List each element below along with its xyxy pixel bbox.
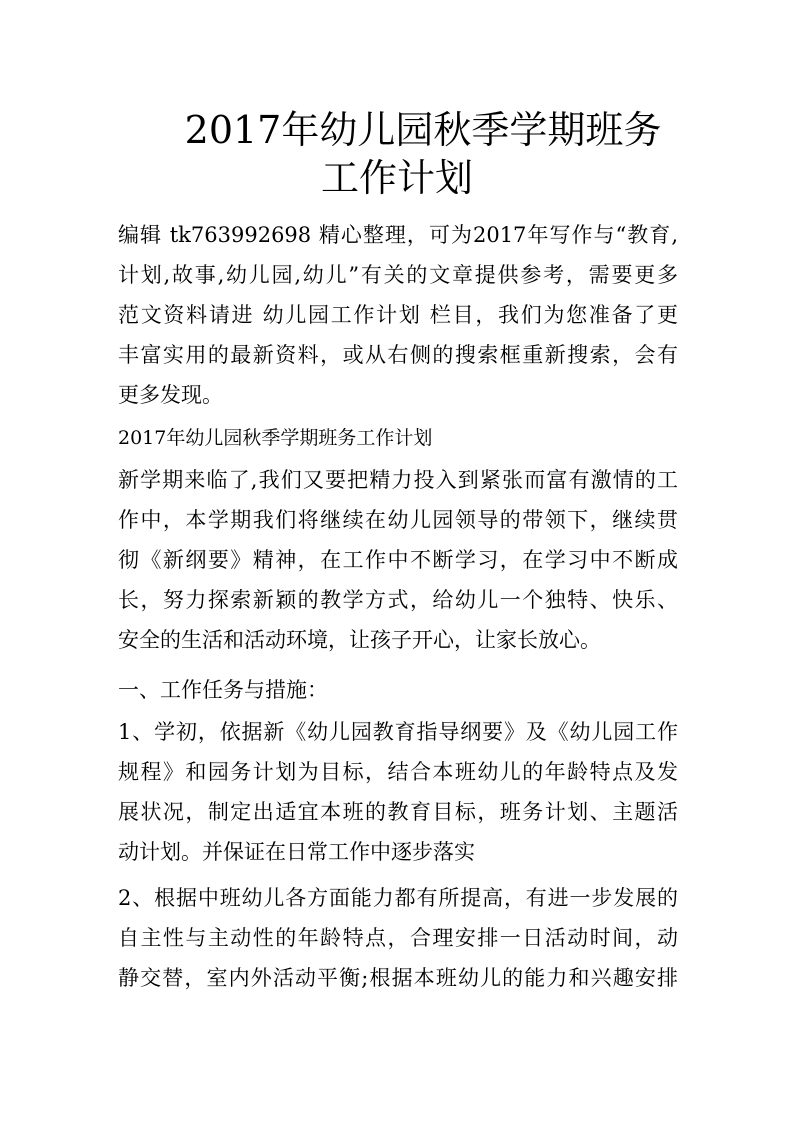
paragraph-line: 安全的生活和活动环境，让孩子开心，让家长放心。 bbox=[118, 628, 601, 652]
paragraph-line: 作中，本学期我们将继续在幼儿园领导的带领下，继续贯 bbox=[118, 508, 678, 532]
intro-line: 更多发现。 bbox=[118, 383, 223, 407]
intro-line: 丰富实用的最新资料，或从右侧的搜索框重新搜索，会有 bbox=[118, 343, 678, 367]
list-item-line: 展状况，制定出适宜本班的教育目标，班务计划、主题活 bbox=[118, 800, 678, 824]
intro-line: 计划,故事,幼儿园,幼儿”有关的文章提供参考，需要更多 bbox=[118, 263, 678, 287]
document-title-line-2: 工作计划 bbox=[320, 156, 473, 200]
list-item-line: 2、根据中班幼儿各方面能力都有所提高，有进一步发展的 bbox=[118, 886, 678, 910]
list-item-line: 1、学初，依据新《幼儿园教育指导纲要》及《幼儿园工作 bbox=[118, 720, 678, 744]
section-heading: 一、工作任务与措施： bbox=[118, 678, 328, 702]
intro-line: 范文资料请进 幼儿园工作计划 栏目，我们为您准备了更 bbox=[118, 303, 678, 327]
list-item-line: 静交替，室内外活动平衡;根据本班幼儿的能力和兴趣安排 bbox=[118, 966, 678, 990]
document-title-line-1: 2017年幼儿园秋季学期班务 bbox=[184, 108, 662, 152]
document-subtitle: 2017年幼儿园秋季学期班务工作计划 bbox=[118, 427, 433, 449]
list-item-line: 动计划。并保证在日常工作中逐步落实 bbox=[118, 840, 475, 864]
intro-line: 编辑 tk763992698 精心整理，可为2017年写作与“教育, bbox=[118, 223, 678, 247]
list-item-line: 规程》和园务计划为目标，结合本班幼儿的年龄特点及发 bbox=[118, 760, 678, 784]
paragraph-line: 长，努力探索新颖的教学方式，给幼儿一个独特、快乐、 bbox=[118, 588, 678, 612]
paragraph-line: 彻《新纲要》精神，在工作中不断学习，在学习中不断成 bbox=[118, 548, 678, 572]
list-item-line: 自主性与主动性的年龄特点，合理安排一日活动时间，动 bbox=[118, 926, 678, 950]
paragraph-line: 新学期来临了,我们又要把精力投入到紧张而富有激情的工 bbox=[118, 468, 678, 492]
